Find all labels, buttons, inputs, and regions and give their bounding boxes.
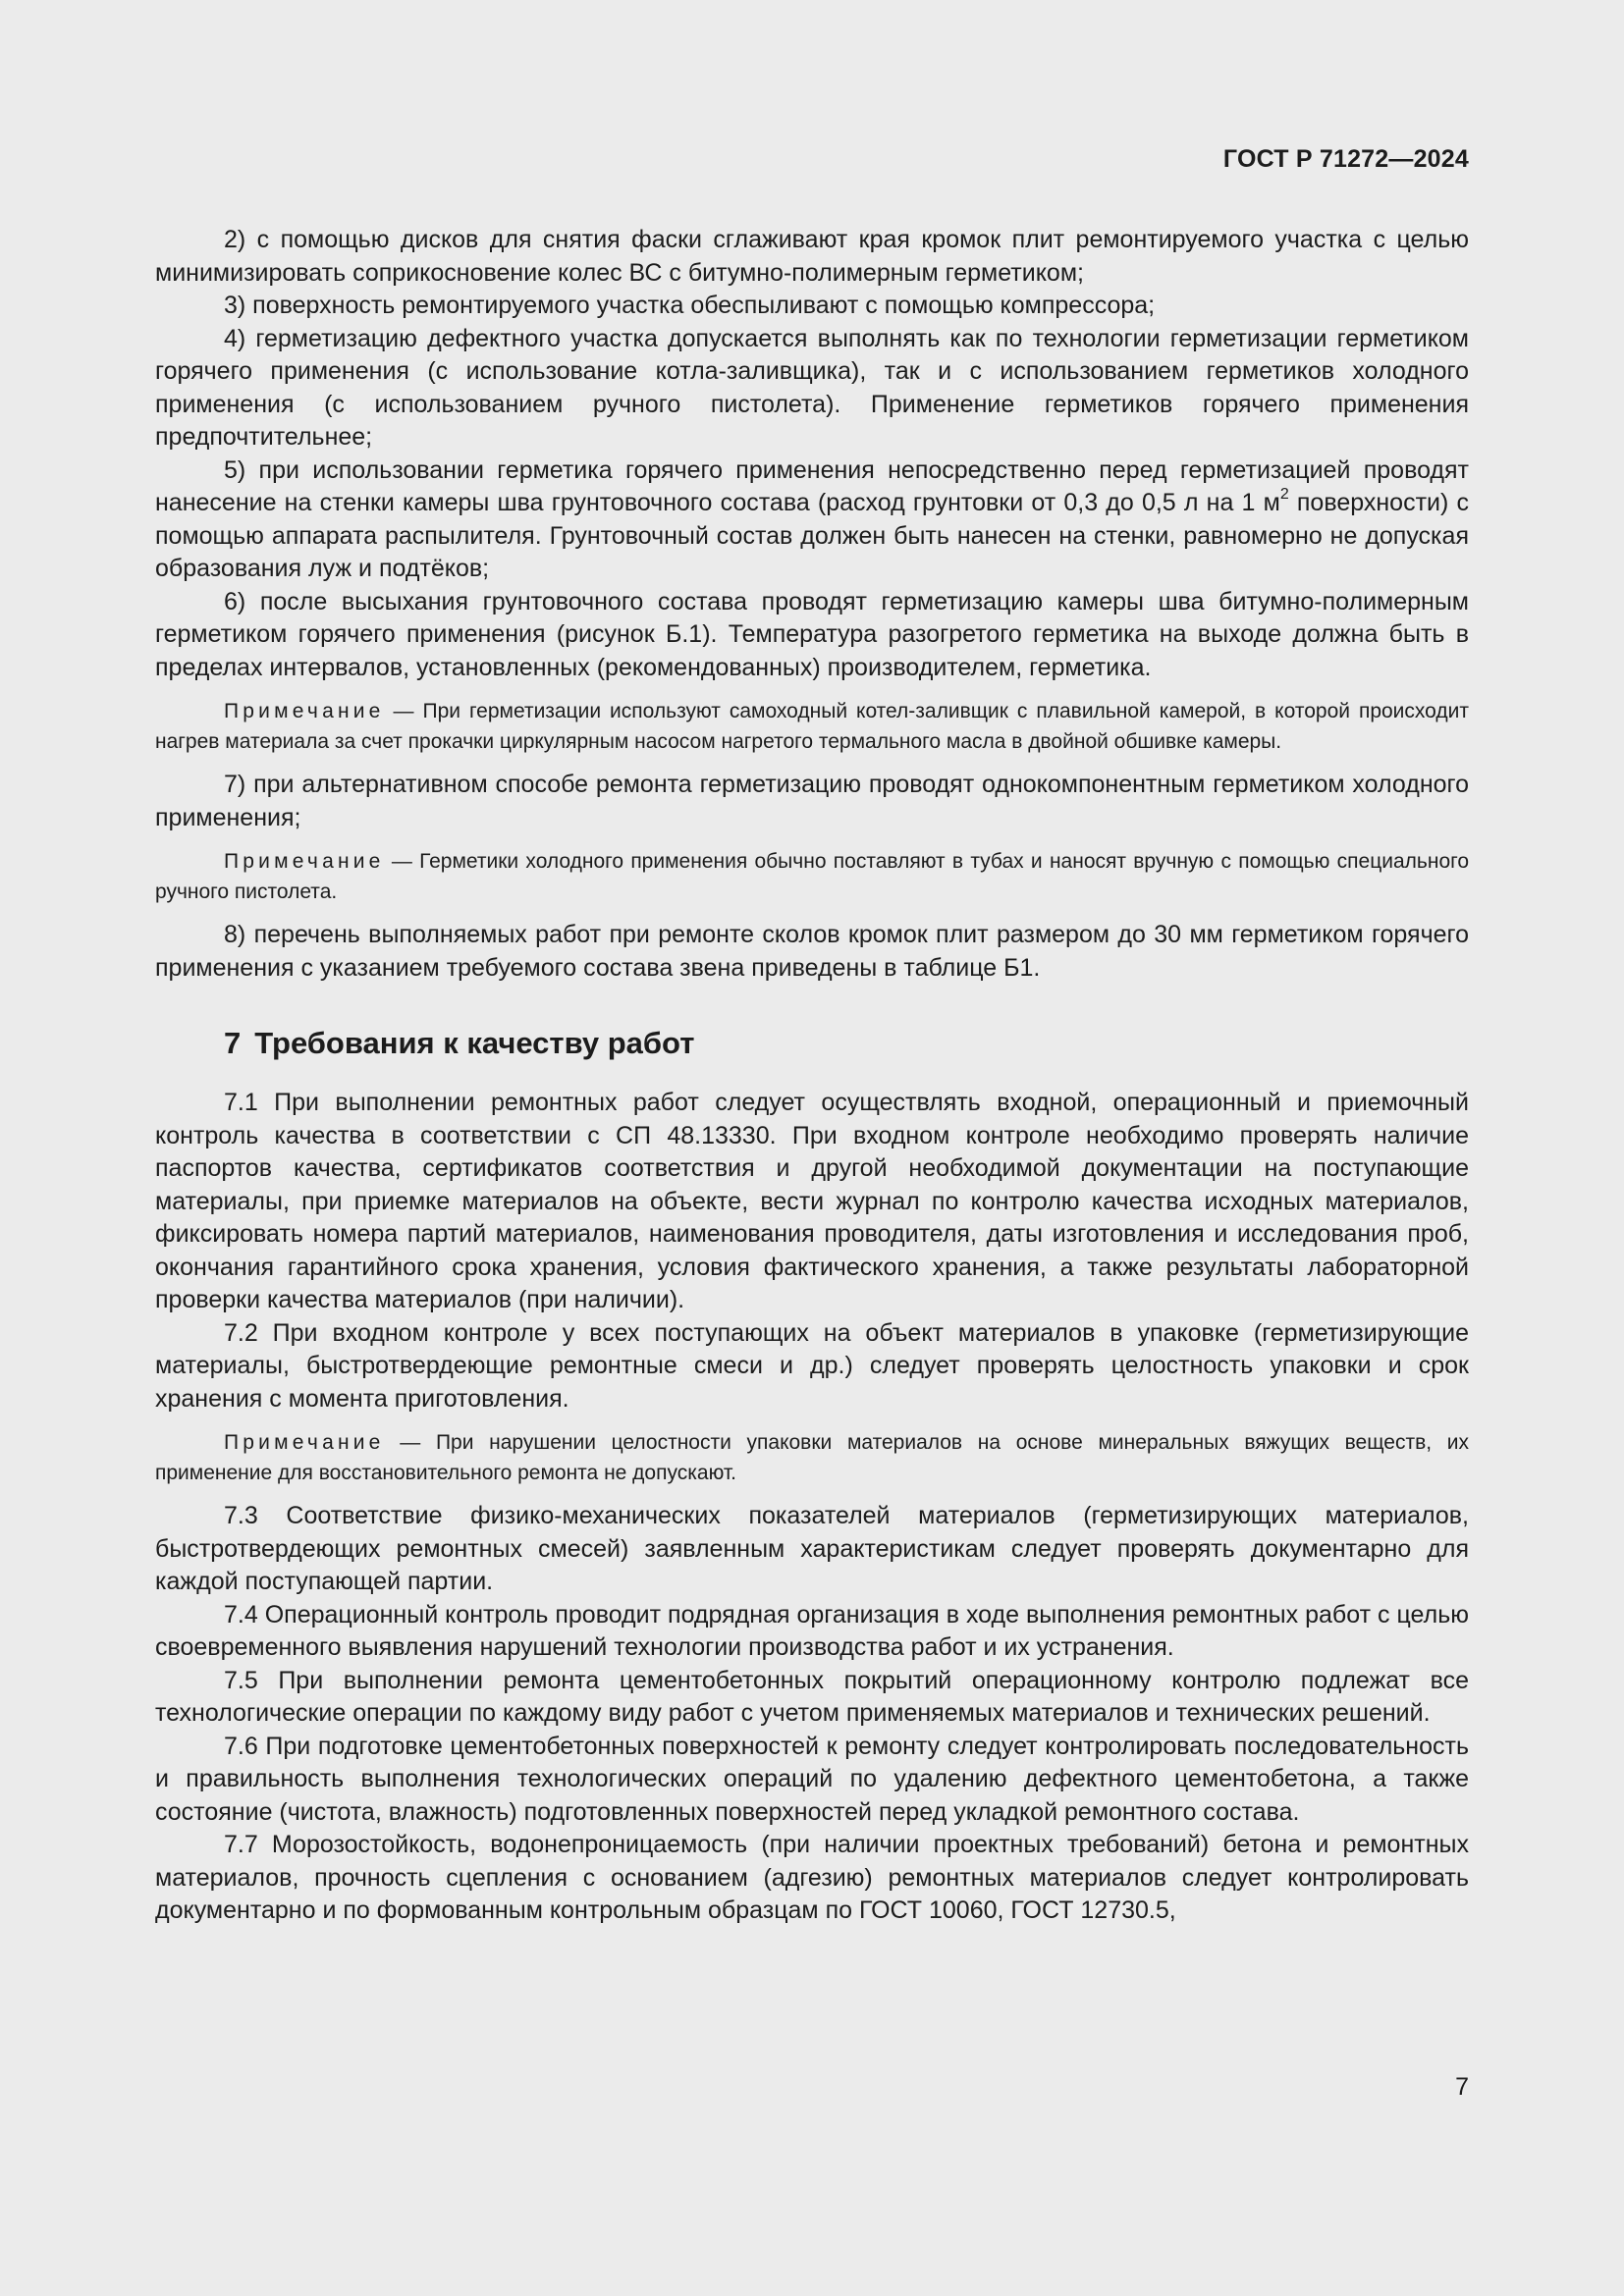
note-3 <box>155 1427 1469 1488</box>
list-item-3: 3) поверхность ремонтируемого участка обеспыливают с помощью компрессора; <box>224 292 1156 319</box>
page-body <box>155 224 1469 1928</box>
clause-7-6: 7.6 При подготовке цементобетонных поверхностей к ремонту следует контролировать последовательность и правильность выполнения технологических операций по удалению дефектного цементобетона, а также состояние (чистота, влажность) подготовленных поверхностей перед укладкой ремонтного состава. <box>155 1732 1469 1826</box>
list-item-6: 6) после высыхания грунтовочного состава проводят герметизацию камеры шва битумно-полимерным герметиком горячего применения (рисунок Б.1). Температура разогретого герметика на выходе должна быть в пределах интервалов, установленных (рекомендованных) производителем, герметика. <box>155 587 1469 681</box>
list-item-7: 7) при альтернативном способе ремонта герметизацию проводят однокомпонентным герметиком холодного применения; <box>155 771 1469 831</box>
list-item-5-text-b: поверхности) с помощью аппарата распылителя. Грунтовочный состав должен быть нанесен на стенки, равномерно не допуская образования луж и подтёков; <box>155 489 1469 582</box>
clause-7-3: 7.3 Соответствие физико-механических показателей материалов (герметизирующих материалов, быстротвердеющих ремонтных смесей) заявленным характеристикам следует проверять документарно для каждой поступающей партии. <box>155 1502 1469 1595</box>
list-item-8: 8) перечень выполняемых работ при ремонте сколов кромок плит размером до 30 мм герметиком горячего применения с указанием требуемого состава звена приведены в таблице Б1. <box>155 921 1469 982</box>
clause-7-4: 7.4 Операционный контроль проводит подрядная организация в ходе выполнения ремонтных работ с целью своевременного выявления нарушений технологии производства работ и их устранения. <box>155 1600 1469 1661</box>
note-2 <box>155 846 1469 907</box>
section-title-text: Требования к качеству работ <box>254 1026 695 1060</box>
clause-7-2: 7.2 При входном контроле у всех поступающих на объект материалов в упаковке (герметизирующие материалы, быстротвердеющие ремонтные смеси и др.) следует проверять целостность упаковки и срок хранения с момента приготовления. <box>155 1318 1469 1413</box>
list-item-4: 4) герметизацию дефектного участка допускается выполнять как по технологии герметизации герметиком горячего применения (с использование котла-заливщика), так и с использованием герметиков холодного применения (с использованием ручного пистолета). Применение герметиков горячего применения предпочтительнее; <box>155 324 1469 451</box>
note-label: Примечание <box>224 1431 385 1454</box>
document-code: ГОСТ Р 71272—2024 <box>1222 145 1469 173</box>
note-1 <box>155 696 1469 757</box>
note-text: — При герметизации используют самоходный котел-заливщик с плавильной камерой, в которой происходит нагрев материала за счет прокачки циркулярным насосом нагретого термального масла в двойной обшивке камеры. <box>155 700 1469 753</box>
superscript-2: 2 <box>1279 485 1289 503</box>
section-number: 7 <box>224 1026 242 1060</box>
section-heading <box>155 1026 1469 1061</box>
page-number: 7 <box>1455 2073 1469 2101</box>
note-text: — При нарушении целостности упаковки материалов на основе минеральных вяжущих веществ, их применение для восстановительного ремонта не допускают. <box>155 1431 1469 1484</box>
note-text: — Герметики холодного применения обычно поставляют в тубах и наносят вручную с помощью специального ручного пистолета. <box>155 850 1469 903</box>
note-label: Примечание <box>224 700 385 722</box>
list-item-2: 2) с помощью дисков для снятия фаски сглаживают края кромок плит ремонтируемого участка с целью минимизировать соприкосновение колес ВС с битумно-полимерным герметиком; <box>155 226 1469 287</box>
list-item-5-text-a: 5) при использовании герметика горячего применения непосредственно перед герметизацией проводят нанесение на стенки камеры шва грунтовочного состава (расход грунтовки от 0,3 до 0,5 л на 1 м <box>155 455 1469 516</box>
list-item-5 <box>155 454 1469 586</box>
clause-7-7: 7.7 Морозостойкость, водонепроницаемость (при наличии проектных требований) бетона и ремонтных материалов, прочность сцепления с основанием (адгезию) ремонтных материалов следует контролировать документарно и по формованным контрольным образцам по ГОСТ 10060, ГОСТ 12730.5, <box>155 1831 1469 1924</box>
clause-7-5: 7.5 При выполнении ремонта цементобетонных покрытий операционному контролю подлежат все технологические операции по каждому виду работ с учетом применяемых материалов и технических решений. <box>155 1666 1469 1727</box>
clause-7-1: 7.1 При выполнении ремонтных работ следует осуществлять входной, операционный и приемочный контроль качества в соответствии с СП 48.13330. При входном контроле необходимо проверять наличие паспортов качества, сертификатов соответствия и другой необходимой документации на поступающие материалы, при приемке материалов на объекте, вести журнал по контролю качества исходных материалов, фиксировать номера партий материалов, наименования проводителя, даты изготовления и исследования проб, окончания гарантийного срока хранения, условия фактического хранения, а также результаты лабораторной проверки качества материалов (при наличии). <box>155 1089 1469 1313</box>
note-label: Примечание <box>224 850 385 873</box>
